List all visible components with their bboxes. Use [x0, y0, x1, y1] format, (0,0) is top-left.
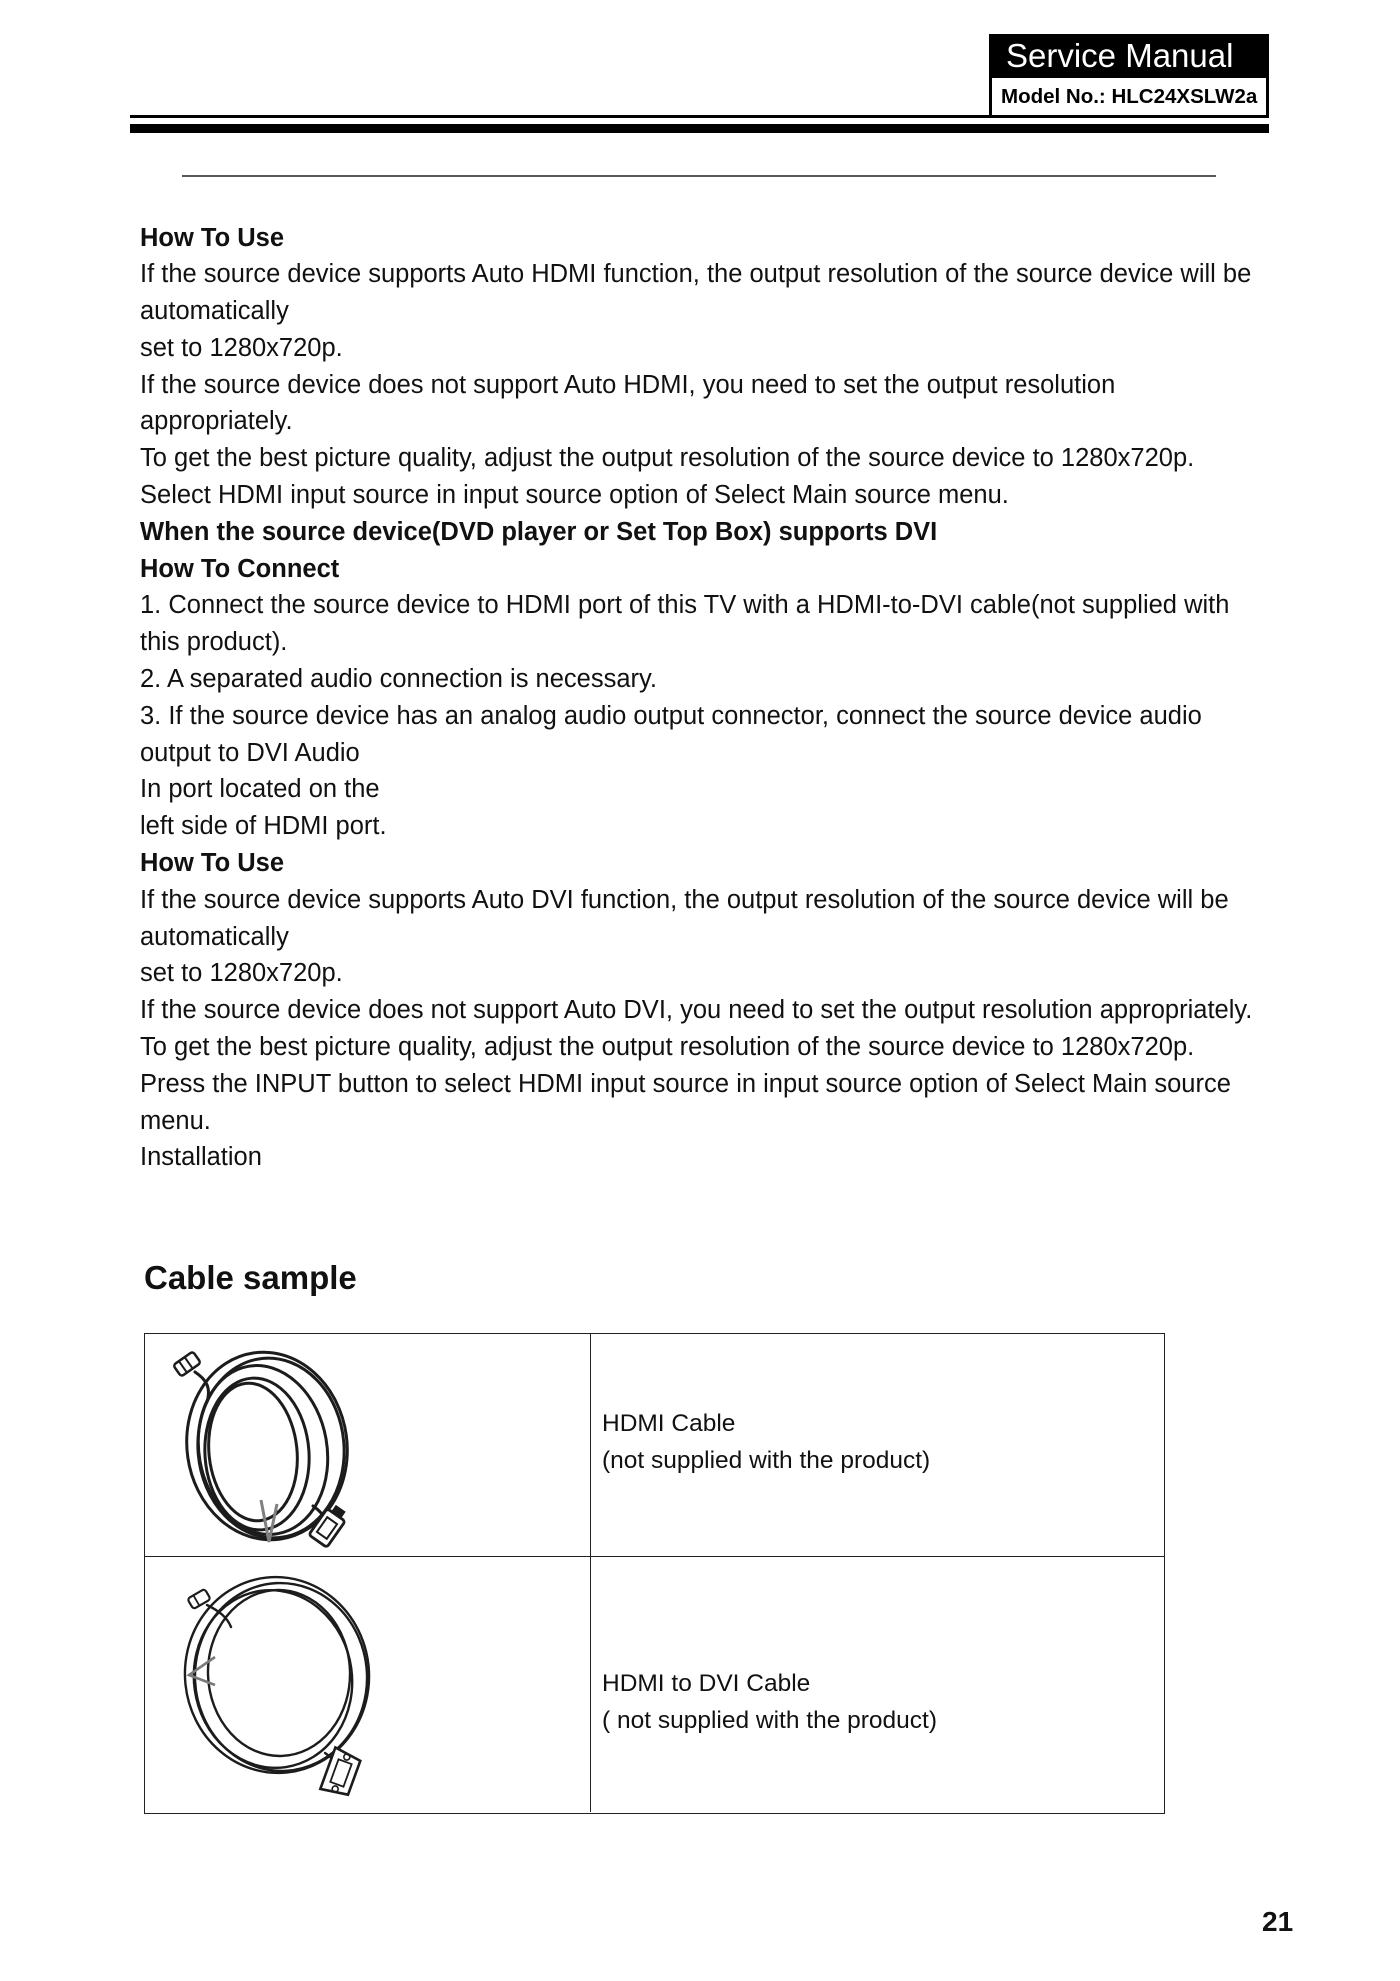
body-text — [140, 220, 1252, 1177]
dvi-connect-line: In port located on the — [140, 775, 380, 804]
cable-loop — [205, 1588, 353, 1759]
cable-image-cell — [145, 1557, 591, 1812]
table-row — [145, 1334, 1164, 1556]
dvi-connect-line: 2. A separated audio connection is necessary. — [140, 665, 657, 694]
hdmi-use-line: If the source device supports Auto HDMI function, the output resolution of the source device will be — [140, 260, 1252, 289]
dvi-use-line: set to 1280x720p. — [140, 959, 343, 988]
hdmi-how-to-use-heading: How To Use — [140, 223, 285, 252]
hdmi-use-line: appropriately. — [140, 407, 293, 436]
hdmi-use-line: Select HDMI input source in input source option of Select Main source menu. — [140, 481, 1009, 510]
dvi-how-to-connect-heading: How To Connect — [140, 554, 340, 583]
dvi-connect-line: left side of HDMI port. — [140, 812, 387, 841]
dvi-section-title: When the source device(DVD player or Set Top Box) supports DVI — [140, 517, 938, 546]
hdmi-use-line: automatically — [140, 297, 289, 326]
dvi-connect-line: 1. Connect the source device to HDMI port of this TV with a HDMI-to-DVI cable(not supplied with — [140, 591, 1230, 620]
model-number: Model No.: HLC24XSLW2a — [989, 78, 1269, 115]
table-row — [145, 1556, 1164, 1812]
cable-name: HDMI Cable — [602, 1410, 736, 1437]
service-manual-title: Service Manual — [989, 34, 1269, 78]
dvi-use-line: Press the INPUT button to select HDMI input source in input source option of Select Main source — [140, 1069, 1231, 1098]
cable-image-cell — [145, 1334, 591, 1556]
cable-name: HDMI to DVI Cable — [602, 1669, 811, 1697]
hdmi-use-line: If the source device does not support Auto HDMI, you need to set the output resolution — [140, 370, 1116, 399]
dvi-connect-line: 3. If the source device has an analog audio output connector, connect the source device audio — [140, 701, 1202, 730]
cable-sample-table — [144, 1333, 1165, 1814]
cable-note: ( not supplied with the product) — [602, 1706, 938, 1734]
cable-note: (not supplied with the product) — [602, 1447, 931, 1474]
section-divider — [182, 175, 1216, 177]
hdmi-to-dvi-cable-image — [175, 1567, 390, 1803]
dvi-use-line: If the source device does not support Auto DVI, you need to set the output resolution appropriately. — [140, 996, 1253, 1025]
dvi-use-line: automatically — [140, 922, 289, 951]
hdmi-cable-image — [167, 1342, 367, 1554]
hdmi-use-line: To get the best picture quality, adjust the output resolution of the source device to 1280x720p. — [140, 444, 1195, 473]
dvi-use-line: To get the best picture quality, adjust the output resolution of the source device to 1280x720p. — [140, 1033, 1195, 1062]
page-number: 21 — [1262, 1906, 1294, 1937]
hdmi-use-line: set to 1280x720p. — [140, 333, 343, 362]
dvi-use-line: If the source device supports Auto DVI function, the output resolution of the source device will be — [140, 885, 1229, 914]
dvi-use-line: menu. — [140, 1106, 211, 1135]
dvi-connect-line: this product). — [140, 628, 288, 657]
header-rule-thick — [130, 124, 1269, 133]
cable-description-cell — [591, 1557, 1164, 1812]
cable-sample-heading: Cable sample — [144, 1259, 357, 1296]
dvi-connect-line: output to DVI Audio — [140, 738, 360, 767]
cable-description-cell — [591, 1334, 1164, 1556]
dvi-how-to-use-heading: How To Use — [140, 849, 285, 878]
installation-label: Installation — [140, 1143, 262, 1172]
header-rule-thin — [130, 115, 1269, 118]
